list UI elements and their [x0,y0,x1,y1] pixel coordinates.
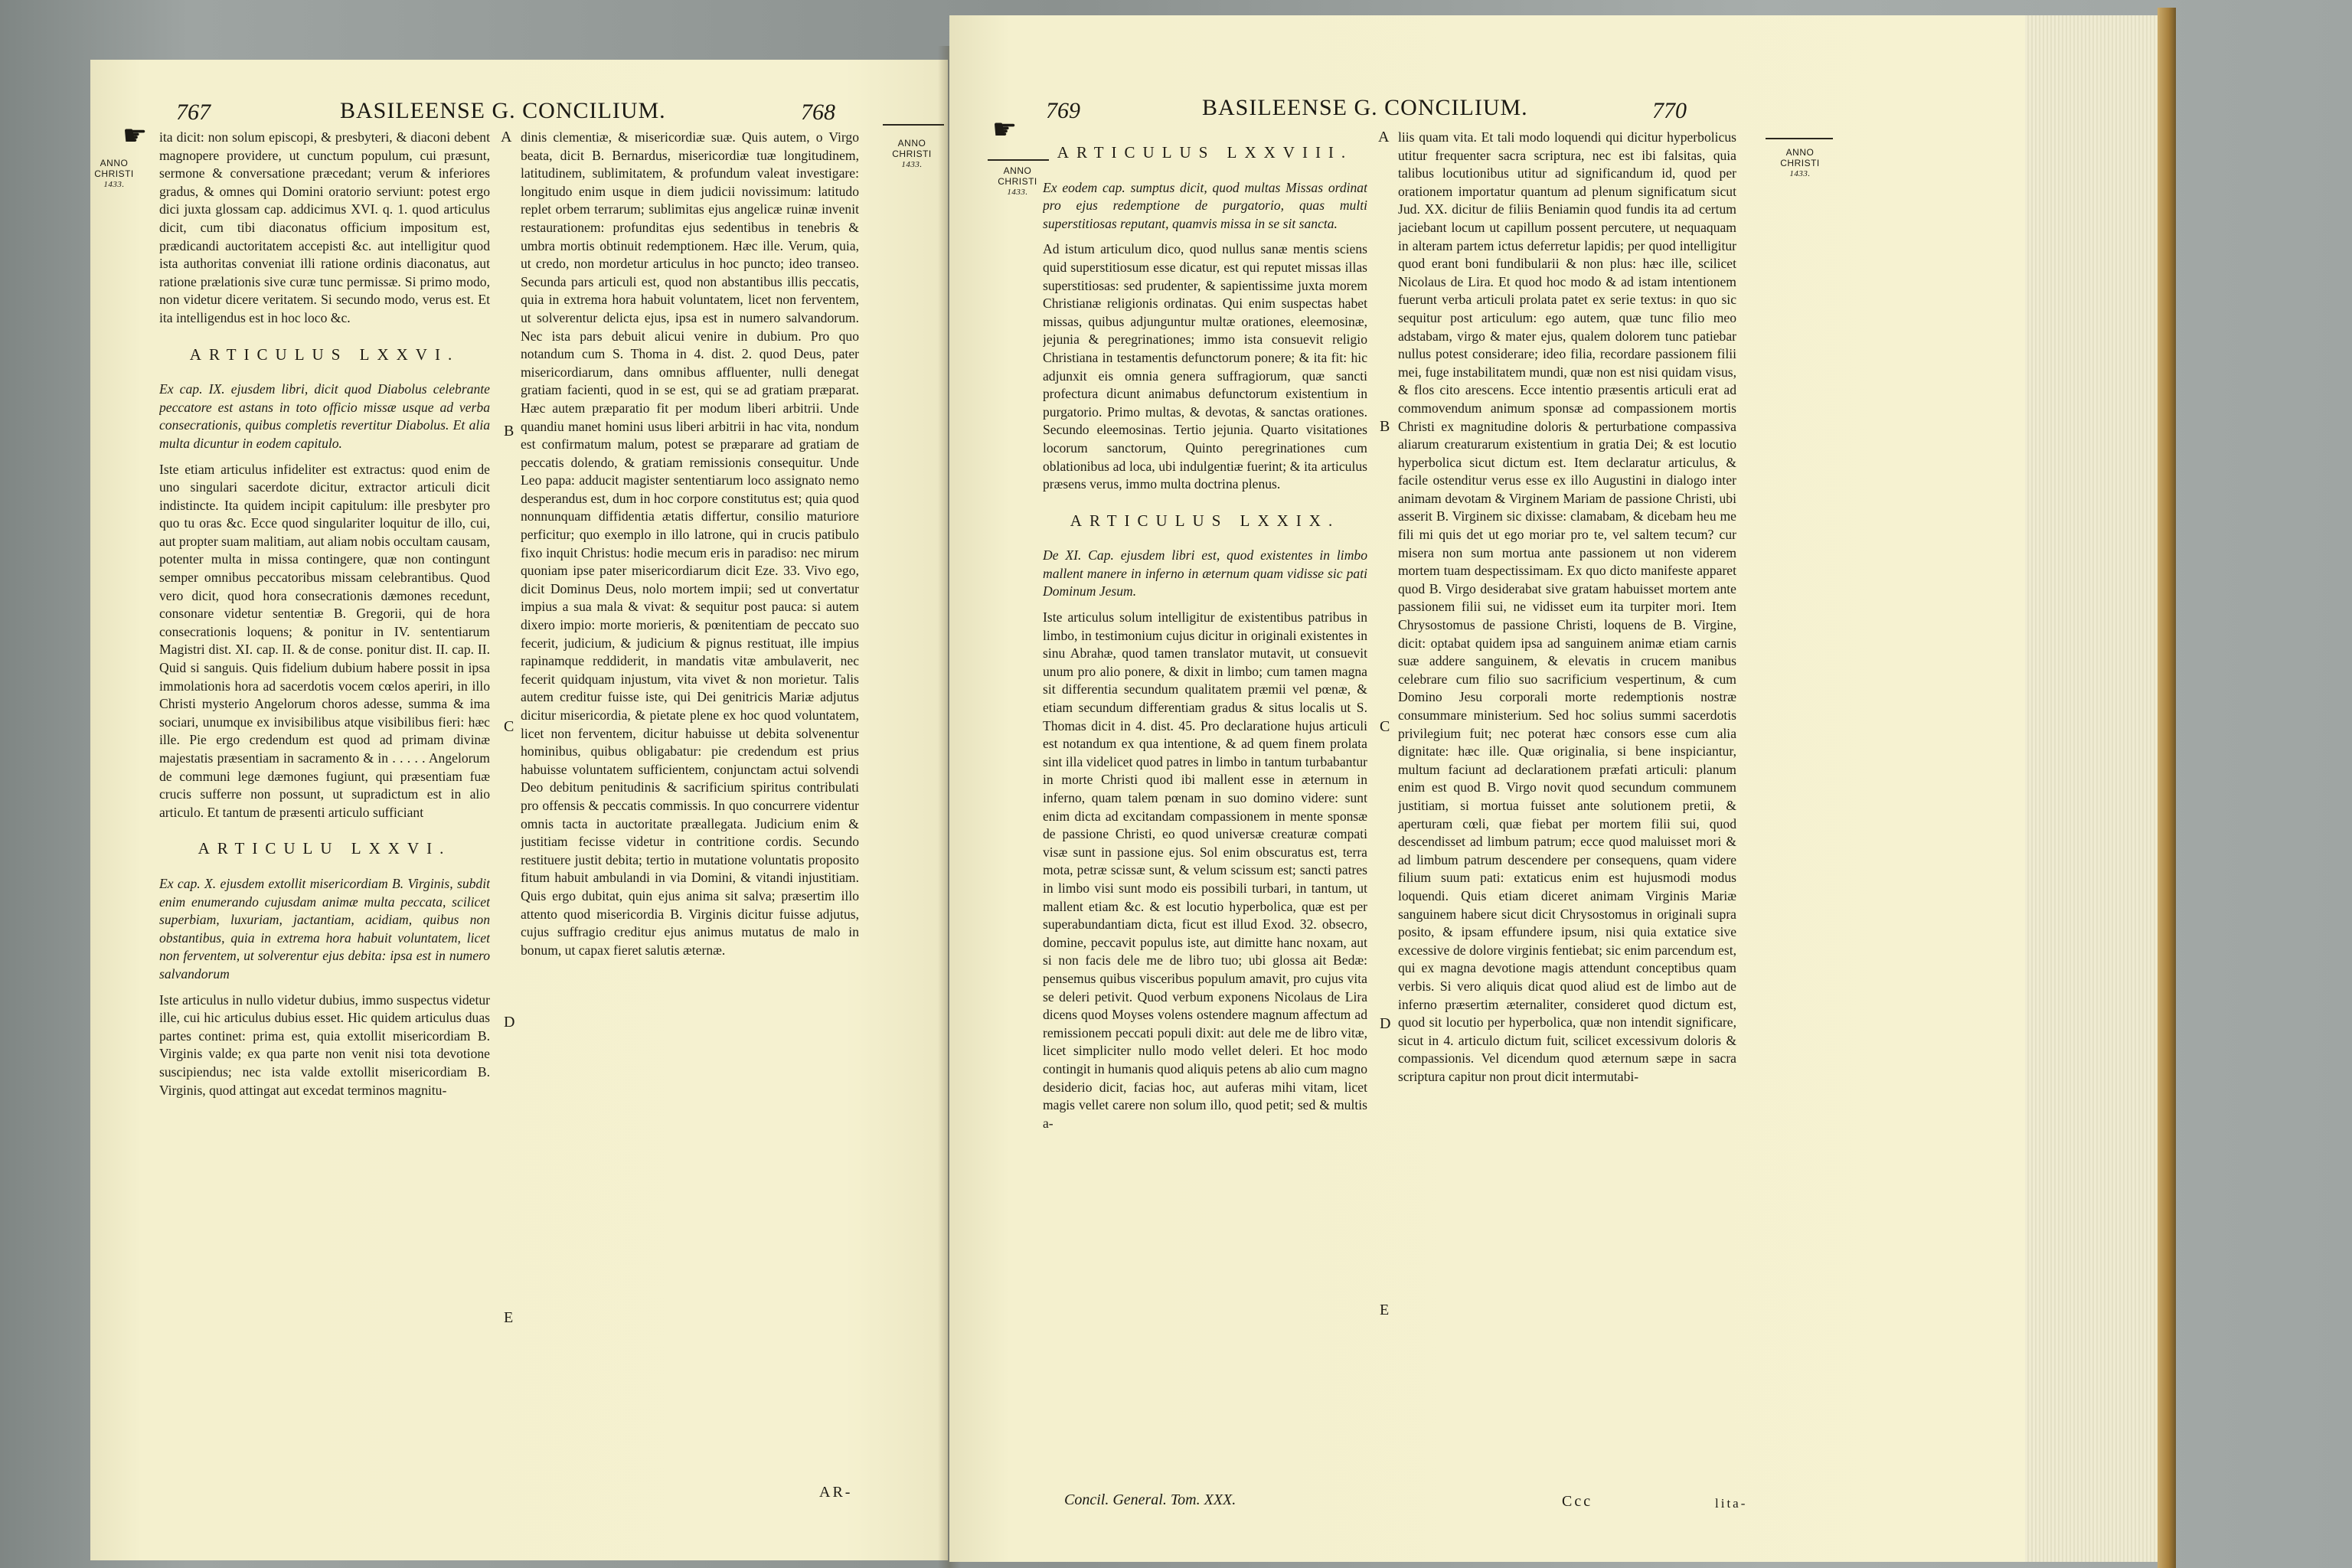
paragraph: Iste articulus in nullo videtur dubius, immo suspectus videtur ille, cui hic articulus dubius esset. Hic quidem articulus duas partes continet: prima est, quia extollit misericordiam B. Virginis valde; ex qua parte non venit nisi tota devotione suscipiendus; nec ista valde extollit misericordiam B. Virginis, quod attingat aut excedat terminos magnitu- [159,991,490,1098]
left-col2-page-number: 768 [801,100,835,125]
right-page [949,15,2159,1562]
page-edges [2025,15,2159,1562]
right-column-1 [1043,130,1367,1501]
anno-rule [1766,138,1833,139]
anno-christi-left [90,158,141,190]
pointing-hand-icon: ☛ [122,120,148,151]
article-heading: ARTICULUS LXXIX. [1070,511,1341,530]
margin-letter-a: A [1378,129,1390,145]
anno-rule [988,159,1049,161]
margin-letter-e: E [1380,1302,1390,1318]
christi-label: CHRISTI [998,176,1037,187]
article-heading: ARTICULUS LXXVIII. [1057,143,1354,162]
signature-mark: Ccc [1562,1493,1593,1510]
pointing-hand-icon: ☛ [992,114,1018,145]
left-column-1 [159,129,490,1400]
anno-label: ANNO [897,138,926,149]
article-heading: ARTICULU LXXVI. [198,839,452,858]
article-summary: Ex cap. IX. ejusdem libri, dicit quod Diabolus celebrante peccatore est astans in toto officio missæ usque ad verba consecrationis, quibus completis revertitur Diabolus. Et alia multa dicuntur in eodem capitulo. [159,381,490,451]
right-col1-page-number: 769 [1046,98,1080,123]
margin-letter-d: D [504,1014,515,1031]
paragraph: dinis clementiæ, & misericordiæ suæ. Quis autem, o Virgo beata, dicit B. Bernardus, misericordiæ tuæ longitudinem, latitudinem, sublimitatem, & profundum valeat investigare: longitudo enim usque in diem judicii novissimum: latitudo replet orbem terrarum; sublimitas ejus angelicæ ruinæ invenit restaurationem: profunditas ejus sedentibus in tenebris & umbra mortis obtinuit redemptionem. Hæc ille. Verum, quia, ut credo, non mordetur articulus in hoc puncto; ideo transeo. Secunda pars articuli est, quod non abstantibus illis peccatis, quia in extrema hora habuit voluntatem, licet non ferventem, ut solverentur delicta ejus, ipsa est in numero salvandorum. Nec ista pars debuit alicui venire in dubium. Pro quo notandum cum S. Thoma in 4. dist. 2. quod Deus, pater misericordiarum, dans omnibus affluenter, nulli denegat gratiam facienti, quod in se est, qui se ad gratiam præparat. Hæc autem præparatio fit per modum liberi arbitrii. Unde quandiu manet homini usus liberi arbitrii in hac vita, nondum est confirmatum malum, potest se præparare ad gratiam de peccatis dolendo, & gratiam remissionis consequitur. Unde Leo papa: adducit magister sententiarum loco assignato nemo desperandus est, dum in hoc corpore constitutus est; quia quod nonnunquam diffidentia ætatis differtur, consilio maturiore perficitur; quo exemplo in illo latrone, qui in crucis patibulo fixo inquit Christus: hodie mecum eris in paradiso: nec mirum quoniam ipse pater misericordiarum dicit Eze. 33. Vivo ego, dicit Dominus Deus, nolo mortem impii; sed ut convertatur impius a sua mala & vivat: & sequitur post pauca: si autem dixero impio: morte morieris, & pœnitentiam de peccato suo fecerit, judicium, & judicium & pignus restituat, ille impius rapinamque reddiderit, in mandatis vitæ ambulaverit, nec fecerit quidquam injustum, vita vivet & non morietur. Talis autem creditur fuisse iste, qui Dei genitricis Mariæ adjutus dicitur misericordia, & pietate plene ex hoc quod voluntatem, licet non ferventem, dicitur habuisse ut debita solvenentur hominibus, quibus obligabatur: pie credendum est prius habuisse voluntatem sufficientem, conjunctam actui solvendi Deo debitum penitudinis & sacrificium spiritus contribulati pro offensis & peccatis commissis. In quo concurrere videntur omnis tacta in auctoritate præallegata. Judicium enim & justitiam fecisse videtur in contritione cordis. Secundo restituere justit debita; tertio in mutatione voluntatis proposito fitum habuit ambulandi in via Domini, & vitandi injustitiam. Quis ergo dubitat, quin ejus anima sit salva; præsertim illo attento quod misericordia B. Virginis dicitur fuisse adjutus, cujus suffragio creditur ejus animus mutatus de malo in bonum, ut capax fieret salutis æternæ. [521,129,859,958]
anno-rule [883,124,944,126]
right-col2-page-number: 770 [1652,98,1687,123]
margin-letter-b: B [504,423,514,439]
volume-footer: Concil. General. Tom. XXX. [1064,1491,1236,1508]
article-summary: Ex cap. X. ejusdem extollit misericordiam B. Virginis, subdit enim enumerando cujusdam animæ multa peccata, scilicet superbiam, luxuriam, jactantiam, acidiam, quibus non obstantibus, quia in extrema hora habuit voluntatem, licet non ferventem, ut solverentur ejus debita: ipsa est in numero salvandorum [159,875,490,982]
christi-label: CHRISTI [1780,158,1820,168]
anno-year: 1433. [1007,188,1028,197]
catchword: lita- [1715,1496,1748,1511]
article-summary: De XI. Cap. ejusdem libri est, quod existentes in limbo mallent manere in inferno in æternum quam vidisse sic pati Dominum Jesum. [1043,547,1367,599]
paragraph: ita dicit: non solum episcopi, & presbyteri, & diaconi debent magnopere providere, ut cunctum populum, cui præsunt, sermone & conversatione præcedant; verum & inferiores gradus, & omnes qui Domini oratorio serviunt: potest ergo dici juxta glossam cap. addicimus XVI. q. 1. quod articulus dicit, cum tibi diaconatus officium impositum est, prædicandi auctoritatem accepisti &c. aut intelligitur quod ista authoritas conveniat illi ratione ordinis diaconatus, aut ratione prælationis sive curæ tunc permissæ. Si primo modo, non videtur dicere veritatem. Si secundo modo, verus est. Et ita intelligendus est in hoc loco &c. [159,129,490,325]
right-running-head: BASILEENSE G. CONCILIUM. [1202,95,1528,120]
margin-letter-c: C [504,718,514,735]
christi-label: CHRISTI [892,149,932,159]
article-summary: Ex eodem cap. sumptus dicit, quod multas Missas ordinat pro ejus redemptione de purgatorio, quas multi superstitiosas reputant, quamvis missa in se sit sancta. [1043,179,1367,231]
anno-year: 1433. [103,180,125,189]
catchword: AR- [819,1484,853,1501]
margin-letter-a: A [501,129,512,145]
anno-christi-right [1773,147,1827,179]
margin-letter-c: C [1380,718,1390,735]
paragraph: Ad istum articulum dico, quod nullus sanæ mentis sciens quid superstitiosum esse dicatur, est qui reputet missas illas superstitiosas: sed prudenter, & sapientissime juxta morem Christianæ religionis ordinatas. Qui enim suspectas habet missas, quibus adjunguntur multæ orationes, eleemosinæ, jejunia & peregrinationes; immo ista consuevit religio Christiana in testamentis defunctorum ponere; & ita fit: hic adjunxit eis omnia genera suffragiorum, quæ sancti profectura dicunt animabus defunctorum existentium in purgatorio. Primo multas, & devotas, & sanctas orationes. Secundo eleemosinas. Tertio jejunia. Quarto visitationes locorum sanctorum, Quinto peregrinationes cum oblationibus ad loca, ubi indulgentiæ fuerint; & ita articulus præsens verus, immo multa doctrina plenus. [1043,241,1367,492]
paragraph: Iste etiam articulus infideliter est extractus: quod enim de uno singulari sacerdote dicitur, extractor articuli dicit indistincte. Ita quidem incipit capitulum: ille presbyter pro quo tu oras &c. Ecce quod singulariter loquitur de illo, cui, aut propter suam malitiam, aut aliam nobis occultam causam, potenter multa in missa contingere, quæ non contingunt semper omnibus peccatoribus missam celebrantibus. Quod vero dicit, quod hora consecrationis dæmones recedunt, consonare videtur sententiæ B. Gregorii, qui de hora consecrationis loquens; & ponitur in IV. sententiarum Magistri dist. XI. cap. II. & de conse. ponitur dist. II. cap. II. Quid si sanguis. Quis fidelium dubium habere possit in ipsa immolationis hora ad sacerdotis vocem cœlos aperiri, in illo Christi mysterio Angelorum choros adesse, summa & ima sociari, unumque ex invisibilibus atque visibilibus fieri: hæc ille. Pie ergo credendum est quod ad primam divinæ majestatis præsentiam in sacramento & in . . . . . Angelorum de communi lege dæmones fugiunt, qui præsentiam fuæ crucis sufferre non possunt, ut supradictum est in alio articulo. Et tantum de præsenti articulo sufficiant [159,461,490,820]
anno-year: 1433. [901,160,923,169]
anno-label: ANNO [1785,147,1815,158]
margin-letter-b: B [1380,418,1390,435]
paragraph: Iste articulus solum intelligitur de existentibus patribus in limbo, in testimonium cujus dicitur in originali existentes in sinu Abrahæ, quod tamen translator mutavit, ut consuevit unum pro alio ponere, & dixit in limbo; cum tamen magna sit differentia secundum qualitatem præmii vel pœnæ, & etiam secundum differentiam gradus & situs localis ut S. Thomas dicit in 4. dist. 45. Pro declaratione hujus articuli est notandum ex qua intentione, & ad quem finem prolata sint illa videlicet quod patres in limbo in tantum turbabantur in morte Christi quod ibi mallent esse in æternum in inferno, quam talem pœnam in suo domino videre: sunt enim dicta ad excitandam compassionem in mente sponsæ de passione Christi, eo quod universæ creaturæ compati visæ sunt in passione ejus. Sol enim obscuratus est, terra mota, petræ scissæ sunt, & velum scissum est; sancti patres in limbo visi sunt modo eis possibili turbari, in tantum, ut mallent etiam &c. & est locutio hyperbolica, quæ est per superabundantiam dicta, ficut est illud Exod. 32. obsecro, domine, peccavit populus iste, aut dimitte hanc noxam, aut si non facis dele me de libro tuo; ubi glossa ait Bedæ: pensemus quibus visceribus populum amavit, pro cujus vita se deleri petivit. Quod verbum exponens Nicolaus de Lira dicens quod Moyses volens ostendere magnum affectum ad remissionem peccati populi dixit: aut dele me de libro vitæ, licet simpliciter nullo modo vellet deleri. Et hoc modo contingit in humanis quod aliquis petens ab alio cum magno desiderio dicit, facias hoc, aut auferas mihi vitam, licet magis vellet carere non solum illo, quod petit; sed & multis a- [1043,609,1367,1131]
margin-letter-e: E [504,1309,514,1326]
left-running-head: BASILEENSE G. CONCILIUM. [340,98,666,123]
margin-letter-d: D [1380,1015,1391,1032]
article-heading: ARTICULUS LXXVI. [189,345,460,364]
anno-year: 1433. [1789,169,1811,178]
anno-label: ANNO [1003,165,1032,176]
left-column-2 [521,129,859,1369]
right-column-2 [1398,129,1736,1507]
anno-label: ANNO [100,158,129,168]
anno-christi-left [991,165,1044,198]
book-cover-edge [2158,8,2176,1568]
left-col1-page-number: 767 [176,100,211,125]
christi-label: CHRISTI [94,168,134,179]
paragraph: liis quam vita. Et tali modo loquendi qui dicitur hyperbolicus utitur frequenter sacra scriptura, nec est ibi falsitas, quia talibus locutionibus utitur ad significandum id, quod per orationem importatur quantum ad plenum significatum sicut Jud. XX. dicitur de filiis Beniamin quod fundis ita ad certum jaciebant locum ut capillum possent percutere, ut nequaquam in alteram partem ictus deferretur lapidis; per quod intelligitur quod erant boni fundibularii & non plus: hæc ille, scilicet Nicolaus de Lira. Et quod hoc modo & ad istam intentionem fuerunt verba articuli prolata patet ex serie textus: in quo sic sequitur post articulum: ego autem, quæ tunc filio meo adstabam, virgo & mater ejus, qualem dolorem tunc patiebar nullus potest considerare; ideo filia, recordare passionem filii mei, fuge instabilitatem mundi, quæ non est nisi quidam visus, & flos cito arescens. Ecce intentio præsentis articuli erat ad commovendum animum sponsæ ad compassionem mortis Christi ex magnitudine doloris & perturbatione compassiva aliarum creaturarum existentium in gratia Dei; & est locutio hyperbolica sicut dictum est. Item declaratur articulus, & facile ostenditur verus esse ex illo Augustini in dialogo inter animam devotam & Virginem Mariam de passione Christi, ubi asserit B. Virginem sic dixisse: clamabam, & dicebam heu me fili mi quis det ut ego moriar pro te, vel saltem tecum? cur misera non sum mortua ante passionem ut non viderem mortem tuam despectissimam. Ex quo dicto manifeste apparet quod B. Virgo desiderabat sive gratam habuisset mortem ante passionem filii sui, ne vidisset eum ita turpiter mori. Item Chrysostomus de passione Christi, loquens de B. Virgine, dicit: optabat quidem ipsa ad sanguinem animæ etiam carnis suæ addere sanguinem, & elevatis in crucem manibus celebrare cum filio suo sacrificium vespertinum, & cum Domino Jesu corporali morte redemptionis nostræ consummare ministerium. Sed hoc solius summi sacerdotis privilegium fuit; nec poterat hæc consors esse cum alia dignitate: hæc ille. Quæ originalia, si bene inspiciantur, multum faciunt ad declarationem præfati articuli: planum enim est quod B. Virgo novit quod secundum communem justitiam, si mortua fuisset ante solutionem pretii, & aperturam cœli, quæ fiebat per mortem filii sui, quod descendisset ad limbum patrum; ecce quod maluisset mori & ad limbum patrum descendere per consequens, quam videre filium suum pati: extaticus enim est hujusmodi modus loquendi. Quis etiam diceret animam Virginis Mariæ sanguinem habere sicut dicit Chrysostomus in originali supra posito, & ipsam effundere ipsum, nisi quia extatice sive excessive de dolore virginis fentiebat; sic enim parcendum est, qui ex magna devotione magis attendunt conceptibus quam verbis. Si vero aliquis dicat quod aliud est de limbo aut de inferno præsertim æternaliter, consideret quod dictum est, quod sit locutio per hyperbolica, quæ non intendit significare, sicut in 4. articulo dictum fuit, scilicet excessivum doloris & compassionis. Vel dicendum quod æternum sæpe in sacra scriptura capitur non prout dicit intermutabi- [1398,129,1736,1084]
anno-christi-right [885,138,939,170]
left-page [90,60,948,1560]
